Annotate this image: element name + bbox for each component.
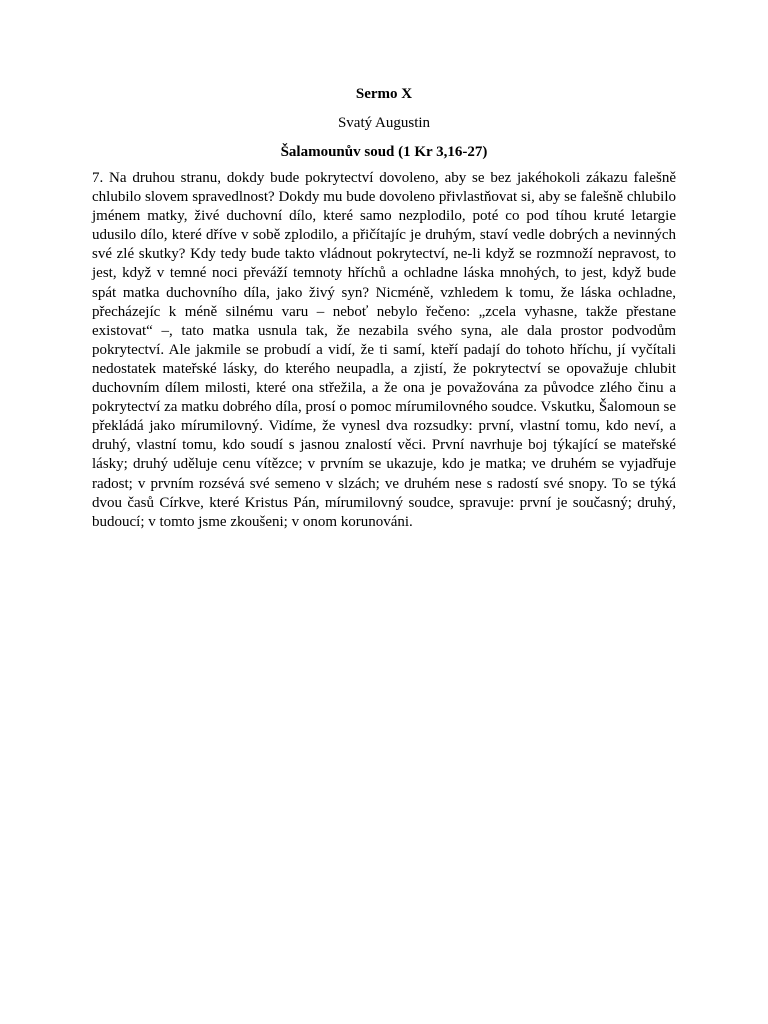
document-title: Sermo X — [355, 86, 413, 102]
body-paragraph: 7. Na druhou stranu, dokdy bude pokrytectví dovoleno, aby se bez jakéhokoli zákazu falešně chlubilo slovem spravedlnost? Dokdy mu bude dovoleno přivlastňovat si, aby se falešně chlubilo jménem matky, živé duchovní dílo, které samo nezplodilo, poté co pod tíhou kruté letargie udusilo dílo, které dříve v sobě zplodilo, a přičítajíc je druhým, staví vedle dobrých a nevinných své zlé skutky? Kdy tedy bude takto vládnout pokrytectví, ne-li když se rozmnoží nepravost, to jest, když v temné noci převáží temnoty hříchů a ochladne láska mnohých, to jest, když bude spát matka duchovního díla, jako živý syn? Nicméně, vzhledem k tomu, že láska ochladne, přecházejíc k méně silnému varu – neboť nebylo řečeno: „zcela vyhasne, takže přestane existovat“ –, tato matka usnula tak, že nezabila svého syna, ale dala prostor podvodům pokrytectví. Ale jakmile se probudí a vidí, že ti samí, kteří padají do tohoto hříchu, jí vyčítali nedostatek mateřské lásky, do kterého neupadla, a zjistí, že pokrytectví se opovažuje chlubit duchovním dílem milosti, které ona střežila, a že ona je považována za původce zlého činu a pokrytectví za matku dobrého díla, prosí o pomoc mírumilovného soudce. Vskutku, Šalomoun se překládá jako mírumilovný. Vidíme, že vynesl dva rozsudky: první, vlastní tomu, kdo neví, a druhý, vlastní tomu, kdo soudí s jasnou znalostí věci. První navrhuje boj týkající se mateřské lásky; druhý uděluje cenu vítězce; v prvním se ukazuje, kdo je matka; ve druhém se vyjadřuje radost; v prvním rozsévá své semeno v slzách; ve druhém nese s radostí své snopy. To se týká dvou časů Církve, které Kristus Pán, mírumilovný soudce, spravuje: první je současný; druhý, budoucí; v tomto jsme zkoušeni; v onom korunováni. — [92, 170, 676, 530]
document-page — [92, 84, 676, 532]
document-author: Svatý Augustin — [337, 115, 431, 131]
document-subtitle: Šalamounův soud (1 Kr 3,16-27) — [280, 144, 488, 160]
